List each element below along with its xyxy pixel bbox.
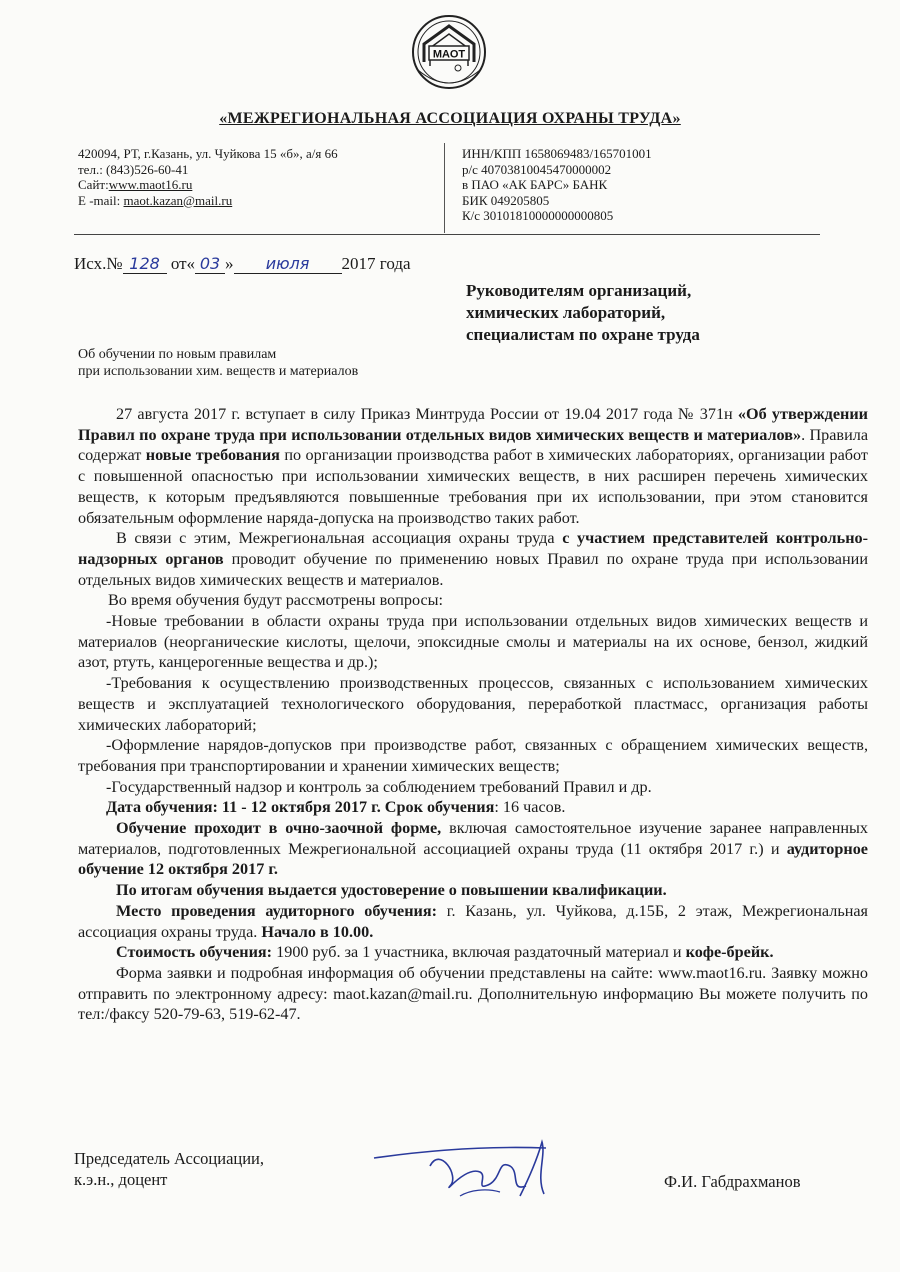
text: включая самостоятельное изучение заранее направленных материалов, подготовленных Межрегиональной ассоциацией охраны труда (11 октября 2017 г.) и: [78, 819, 868, 858]
text: . Правила содержат: [78, 425, 868, 465]
text: 27 августа 2017 г. вступает в силу Приказ Минтруда России от 19.04 2017 года № 371н: [116, 405, 738, 423]
letter-subject: [78, 346, 358, 380]
text: проводит обучение по применению новых Правил по охране труда при использовании отдельных видов химических веществ и материалов.: [78, 549, 868, 589]
website: [78, 177, 338, 193]
ref-number: 128: [123, 254, 167, 274]
phone: тел.: (843)526-60-41: [78, 161, 189, 177]
header-divider: [444, 143, 445, 233]
website-link[interactable]: www.maot16.ru: [108, 177, 193, 192]
ref-prefix: Исх.№: [74, 254, 123, 273]
website-label: Сайт:: [78, 177, 109, 192]
venue: [78, 901, 868, 942]
contact-block: [78, 146, 338, 208]
signer-position: Председатель Ассоциации,: [74, 1149, 265, 1168]
emphasis: Обучение проходит в очно-заочной форме,: [116, 819, 442, 838]
text: 1900 руб. за 1 участника, включая раздаточный материал и: [272, 943, 686, 962]
handwritten-signature: [370, 1136, 570, 1206]
logo-text: МАОТ: [432, 48, 466, 61]
ref-day: 03: [195, 254, 225, 274]
subject-line: при использовании хим. веществ и материалов: [78, 364, 359, 379]
emphasis: Стоимость обучения:: [116, 943, 273, 962]
bik: БИК 049205805: [462, 192, 550, 208]
signer-title: [74, 1148, 264, 1190]
account-number: р/с 40703810045470000002: [462, 161, 612, 177]
topic-item: -Требования к осуществлению производственных процессов, связанных с использованием химических веществ и эксплуатацией технологического оборудования, переработкой пластмасс, организация работы химических лабораторий;: [78, 674, 868, 734]
paragraph-intro: [78, 404, 868, 528]
cost: [78, 942, 868, 963]
email-label: E -mail:: [78, 192, 124, 208]
ref-month: июля: [234, 254, 342, 274]
maot-logo: [410, 10, 488, 98]
ref-quote: »: [225, 254, 234, 273]
paragraph-topics-intro: Во время обучения будут рассмотрены вопросы:: [108, 591, 444, 610]
correspondent-account: К/с 30101810000000000805: [462, 208, 614, 223]
training-dates: [78, 797, 868, 818]
paragraph-training: [78, 528, 868, 590]
signer-name: Ф.И. Габдрахманов: [664, 1172, 801, 1191]
signer-degree: к.э.н., доцент: [74, 1170, 168, 1189]
emphasis: Место проведения аудиторного обучения:: [116, 901, 438, 920]
organization-title: «МЕЖРЕГИОНАЛЬНАЯ АССОЦИАЦИЯ ОХРАНЫ ТРУДА»: [219, 110, 681, 127]
emphasis: новые требования: [145, 446, 280, 465]
bank-details: [462, 146, 652, 224]
dates-label: Дата обучения: 11 - 12 октября 2017 г. Срок обучения: [106, 798, 495, 817]
text: по организации производства работ в химических лабораториях, организации работ с повышенной опасностью при использовании химических веществ, в них расширен перечень химических веществ, к которым предъявляются повышенные требования при их использовании, при этом становится обязательным оформление наряда-допуска на производство таких работ.: [78, 446, 868, 527]
email-link[interactable]: maot.kazan@mail.ru: [123, 192, 233, 208]
text: В связи с этим, Межрегиональная ассоциация охраны труда: [116, 529, 563, 548]
recipient-line: химических лабораторий,: [466, 303, 666, 322]
emphasis: с участием представителей контрольно-надзорных органов: [78, 529, 868, 568]
subject-line: Об обучении по новым правилам: [78, 347, 277, 362]
recipient-line: специалистам по охране труда: [466, 325, 700, 344]
certificate: [78, 880, 868, 901]
emphasis: аудиторное обучение 12 октября 2017 г.: [78, 839, 868, 879]
contact-info: Форма заявки и подробная информация об обучении представлены на сайте: www.maot16.ru. Заявку можно отправить по электронному адресу: maot.kazan@mail.ru. Дополнительную информацию Вы можете получить по тел:/факсу 520-79-63, 519-62-47.: [78, 963, 868, 1024]
ref-from: от«: [170, 254, 196, 273]
outgoing-reference: [74, 254, 411, 274]
topic-item: -Новые требовании в области охраны труда при использовании отдельных видов химических веществ и материалов (неорганические кислоты, щелочи, эпоксидные смолы и материалы на их основе, бензол, жидкий азот, ртуть, канцерогенные вещества и др.);: [78, 612, 868, 672]
email: [78, 193, 338, 209]
letter-body: [78, 404, 868, 1025]
topic-item: -Государственный надзор и контроль за соблюдением требований Правил и др.: [106, 777, 652, 796]
inn-kpp: ИНН/КПП 1658069483/165701001: [462, 146, 652, 161]
recipients: [466, 280, 846, 346]
emphasis: кофе-брейк.: [685, 943, 774, 962]
bank-name: в ПАО «АК БАРС» БАНК: [462, 177, 608, 192]
address: 420094, РТ, г.Казань, ул. Чуйкова 15 «б», а/я 66: [78, 146, 338, 161]
ref-year: 2017 года: [341, 254, 411, 273]
emphasis: Начало в 10.00.: [261, 922, 374, 941]
emphasis: По итогам обучения выдается удостоверение о повышении квалификации.: [116, 881, 667, 900]
topic-item: -Оформление нарядов-допусков при производстве работ, связанных с обращением химических веществ, требования при транспортировании и хранении химических веществ;: [78, 736, 868, 775]
header-rule: [74, 234, 820, 235]
recipient-line: Руководителям организаций,: [466, 281, 692, 300]
text: г. Казань, ул. Чуйкова, д.15Б, 2 этаж, Межрегиональная ассоциация охраны труда.: [78, 901, 868, 941]
order-title: «Об утверждении Правил по охране труда при использовании отдельных видов химических веществ и материалов»: [78, 405, 868, 444]
training-form: [78, 818, 868, 880]
duration: : 16 часов.: [494, 798, 566, 817]
